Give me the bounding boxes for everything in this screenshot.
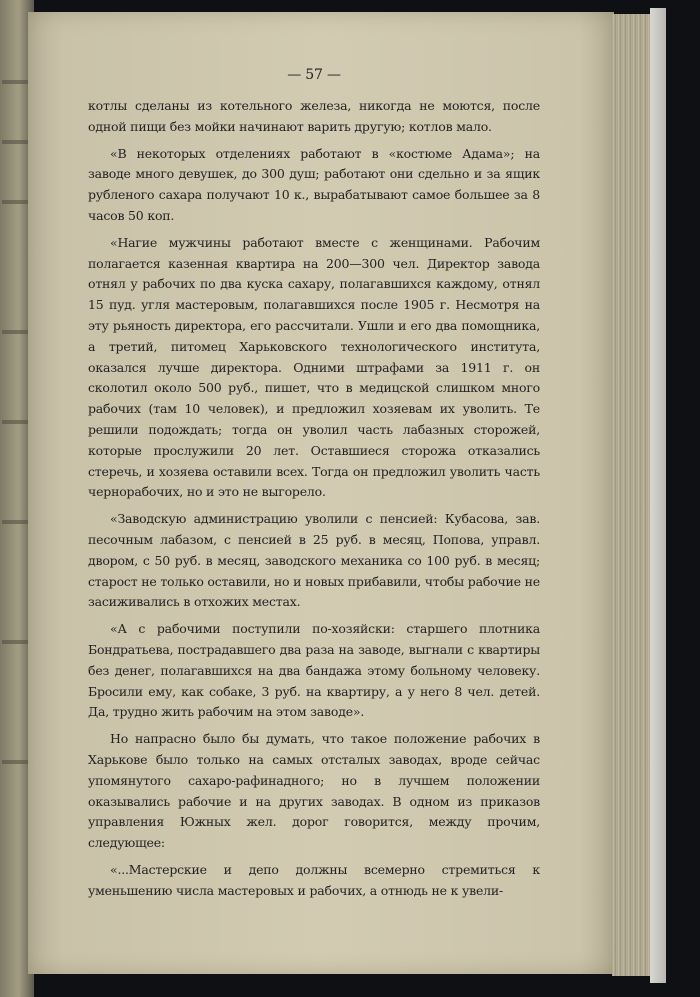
- page-edges: [612, 14, 652, 976]
- paragraph: «В некоторых отделениях работают в «костюме Адама»; на заводе много девушек, до 300 душ; работают они сдельно и за ящик рубленого сахара получают 10 к., вырабатывают самое большее за 8 часов 50 коп.: [88, 145, 540, 223]
- paragraph: котлы сделаны из котельного железа, никогда не моются, после одной пищи без мойки начинают варить другую; котлов мало.: [88, 98, 540, 134]
- paragraph: «А с рабочими поступили по-хозяйски: старшего плотника Бондратьева, пострадавшего два раза на заводе, выгнали с квартиры без денег, полагавшихся на два бандажа этому больному человеку. Бросили ему, как собаке, 3 руб. на квартиру, а у него 8 чел. детей. Да, трудно жить рабочим на этом заводе».: [88, 621, 540, 720]
- paragraph: «Заводскую администрацию уволили с пенсией: Кубасова, зав. песочным лабазом, с пенсией в 25 руб. в месяц, Попова, управл. двором, с 50 руб. в месяц, заводского механика со 100 руб. в месяц; старост не только оставили, но и новых прибавили, чтобы рабочие не засиживались в отхожих местах.: [88, 511, 540, 610]
- book-cover: [650, 8, 666, 983]
- paragraph: Но напрасно было бы думать, что такое положение рабочих в Харькове было только на самых отсталых заводах, вроде сейчас упомянутого сахаро-рафинадного; но в лучшем положении оказывались рабочие и на других заводах. В одном из приказов управления Южных жел. дорог говорится, между прочим, следующее:: [88, 731, 540, 851]
- page-number: — 57 —: [287, 67, 341, 83]
- paragraph: «...Мастерские и депо должны всемерно стремиться к уменьшению числа мастеровых и рабочих, а отнюдь не к увели-: [88, 861, 540, 898]
- page-text: [88, 60, 540, 907]
- paragraph: «Нагие мужчины работают вместе с женщинами. Рабочим полагается казенная квартира на 200—300 чел. Директор завода отнял у рабочих по два куска сахару, полагавшихся каждому, отнял 15 пуд. угля мастеровым, полагавшихся после 1905 г. Несмотря на эту рьяность директора, его рассчитали. Ушли и его два помощника, а третий, питомец Харьковского технологического института, оказался лучше директора. Одними штрафами за 1911 г. он сколотил около 500 руб., пишет, что в медицской слишком много рабочих (там 10 человек), и предложил хозяевам их уволить. Те решили подождать; тогда он уволил часть лабазных сторожей, которые прослужили 20 лет. Оставшиеся сторожа отказались стеречь, и хозяева оставили всех. Тогда он предложил уволить часть чернорабочих, но и это не выгорело.: [88, 234, 540, 500]
